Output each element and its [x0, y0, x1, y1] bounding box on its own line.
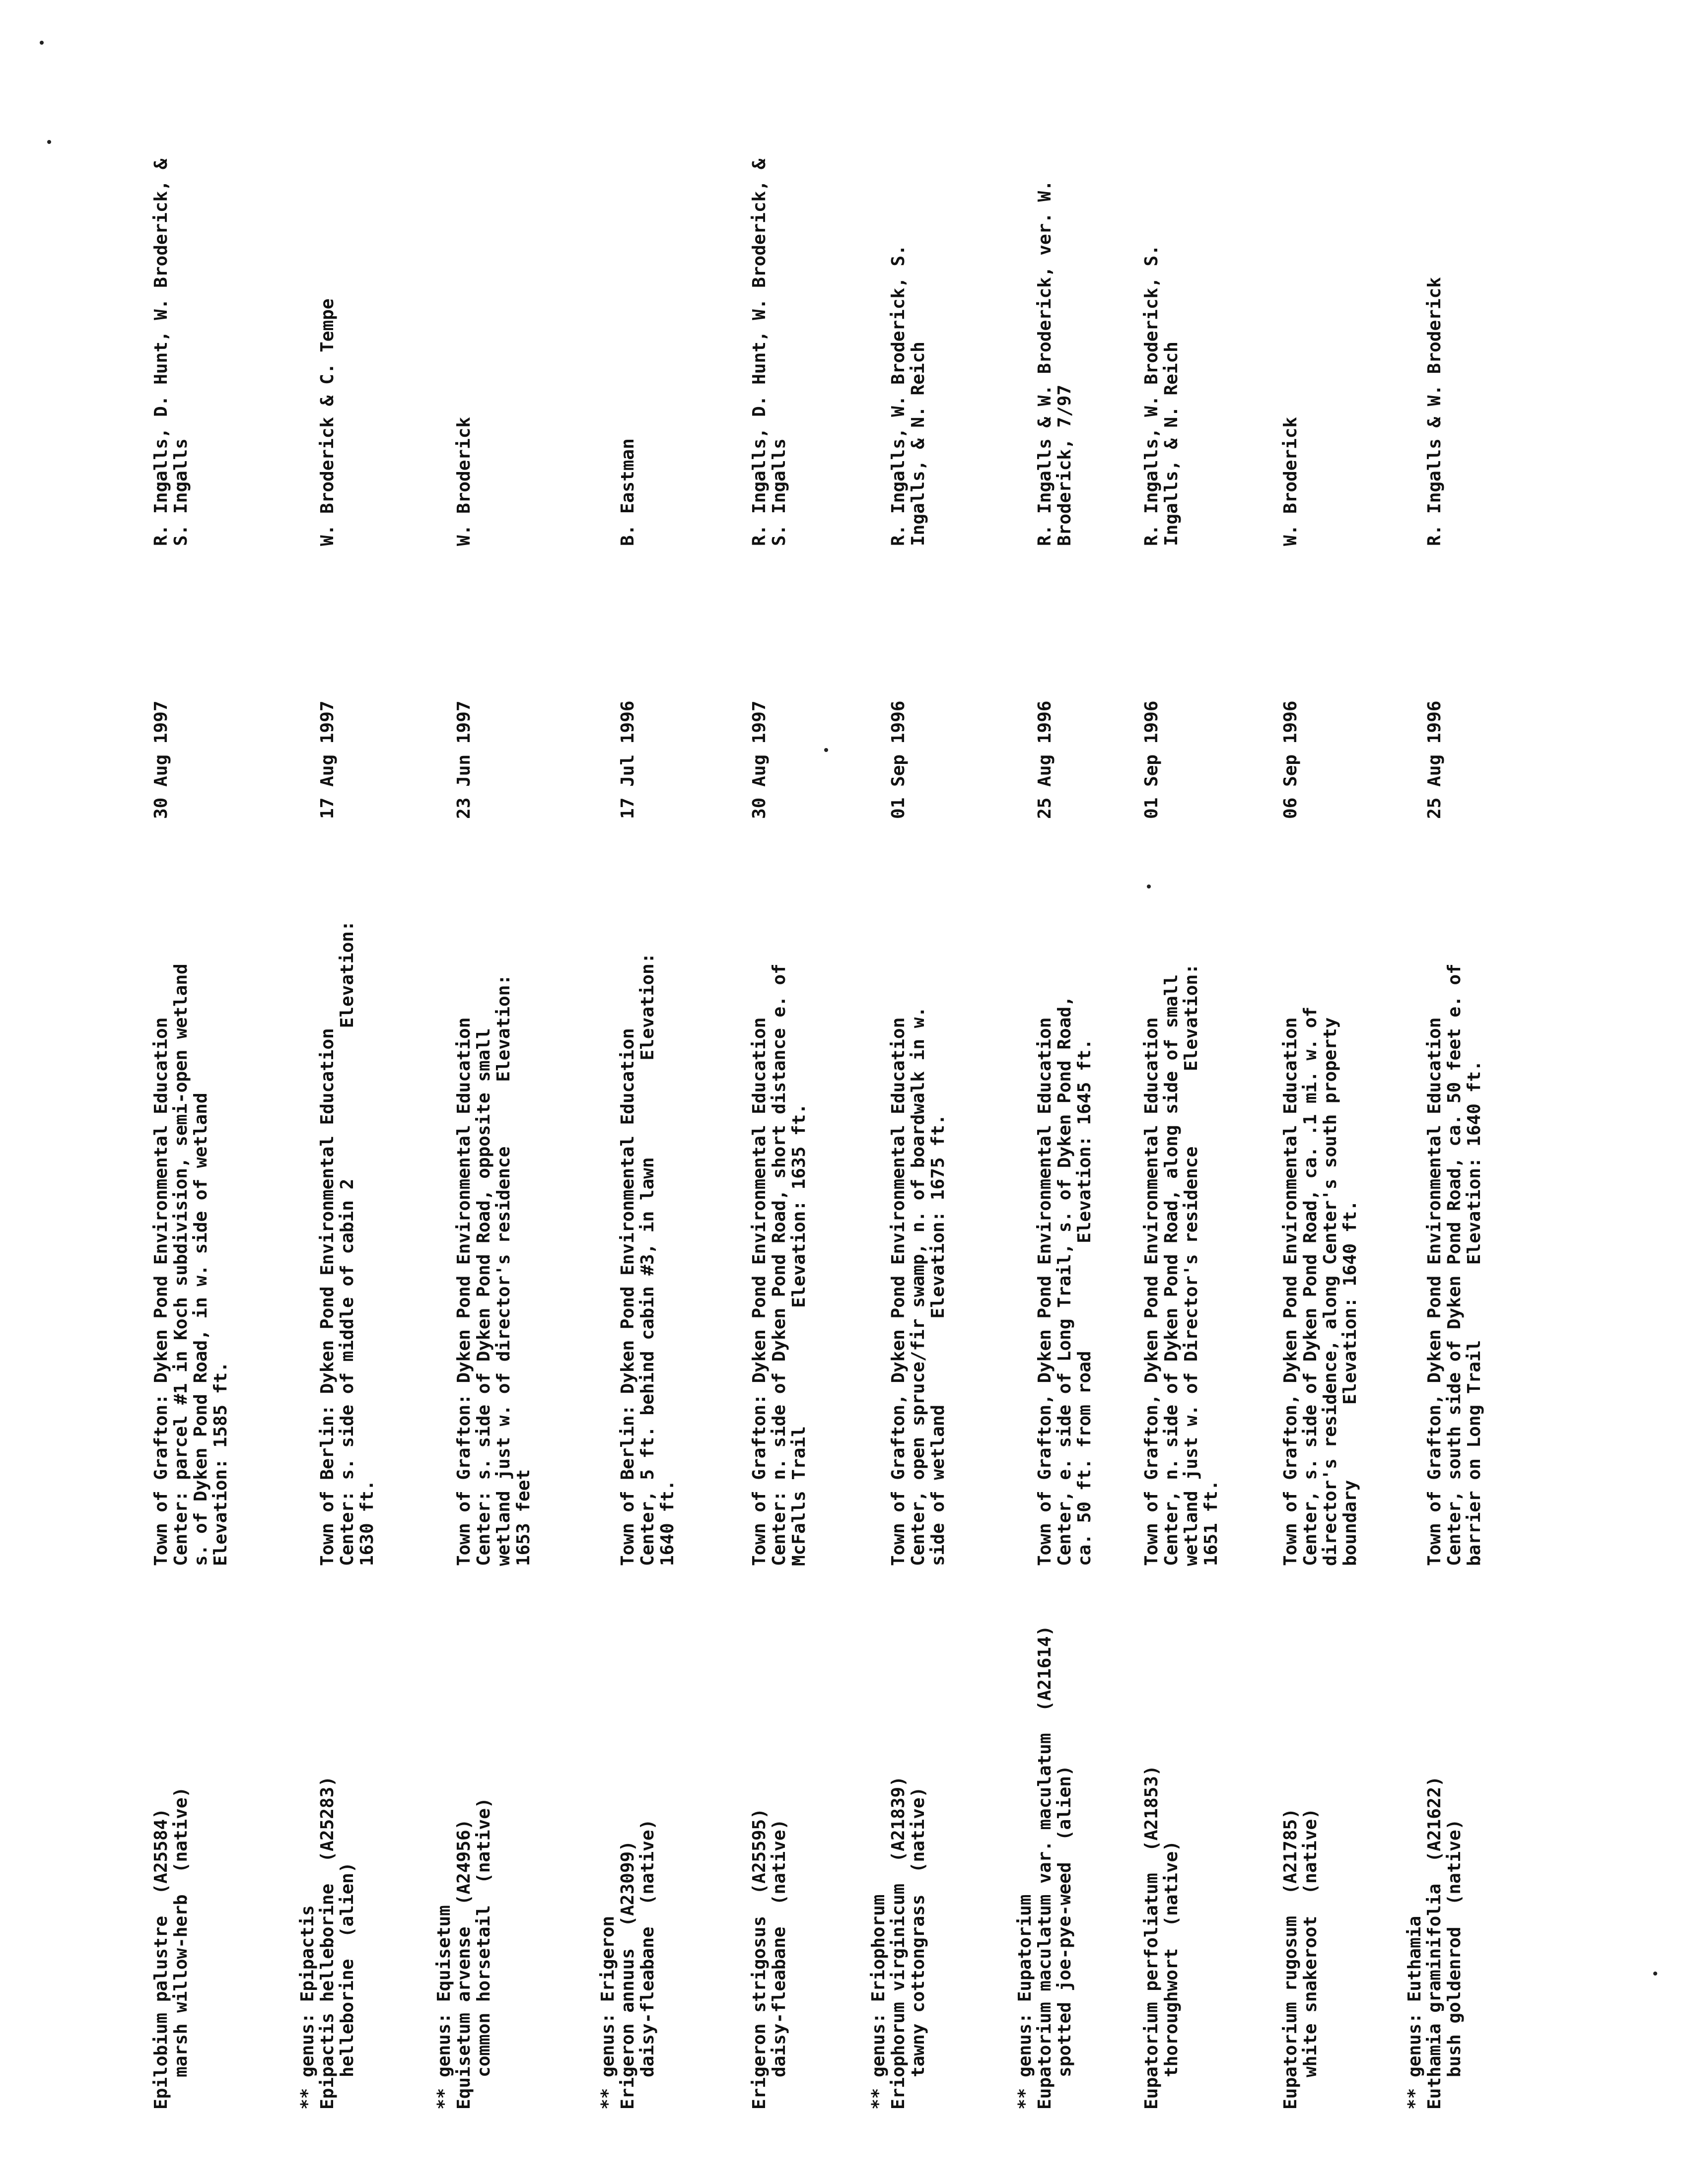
collection-date	[889, 620, 909, 819]
species-name: Eupatorium perfoliatum (A21853)	[1141, 1765, 1162, 2110]
species-name: Eupatorium maculatum var. maculatum (A21614)	[1035, 1625, 1055, 2110]
species-cell	[298, 1588, 357, 2110]
species-cell	[151, 1588, 191, 2110]
species-name: Euthamia graminifolia (A21622)	[1424, 1776, 1445, 2110]
collector-cell	[318, 25, 338, 546]
location-cell	[750, 812, 809, 1566]
common-name: tawny cottongrass (native)	[908, 1786, 928, 2110]
location-line: wetland just w. of Director's residence Elevation:	[1181, 963, 1201, 1566]
location-line: ca. 50 ft. from road Elevation: 1645 ft.	[1074, 1038, 1095, 1566]
collection-date	[1035, 620, 1055, 819]
collector-line: R. Ingalls, D. Hunt, W. Broderick, &	[749, 158, 770, 546]
collection-date	[750, 620, 770, 819]
scan-speck	[1147, 885, 1151, 888]
common-name: thoroughwort (native)	[1161, 1841, 1182, 2110]
location-line: Town of Grafton, Dyken Pond Environmental Education	[1424, 1017, 1445, 1566]
location-line: Town of Grafton: Dyken Pond Environmental Education	[454, 1017, 474, 1566]
collection-date	[151, 620, 171, 819]
collector-line: B. Eastman	[618, 438, 638, 546]
genus-heading: ** genus: Equisetum	[434, 1905, 454, 2110]
date-text: 30 Aug 1997	[151, 700, 171, 819]
genus-heading: ** genus: Euthamia	[1405, 1915, 1425, 2110]
collector-cell	[151, 25, 191, 546]
date-text: 17 Aug 1997	[317, 700, 338, 819]
location-line: McFalls Trail Elevation: 1635 ft.	[789, 1103, 809, 1566]
species-cell	[1405, 1588, 1465, 2110]
collection-date	[318, 620, 338, 819]
location-line: 1630 ft.	[357, 1480, 377, 1566]
date-text: 01 Sep 1996	[1141, 700, 1162, 819]
date-text: 30 Aug 1997	[749, 700, 770, 819]
species-cell	[1281, 1588, 1321, 2110]
collector-line: Ingalls, & N. Reich	[1161, 341, 1182, 546]
genus-heading: ** genus: Erigeron	[598, 1915, 618, 2110]
location-cell	[889, 812, 948, 1566]
date-text: 01 Sep 1996	[888, 700, 909, 819]
location-line: Town of Grafton, Dyken Pond Environmental Education	[888, 1017, 909, 1566]
location-line: barrier on Long Trail Elevation: 1640 ft.	[1464, 1060, 1484, 1566]
species-cell	[869, 1588, 928, 2110]
collector-line: W. Broderick	[1280, 416, 1301, 546]
date-text: 06 Sep 1996	[1280, 700, 1301, 819]
common-name: white snakeroot (native)	[1300, 1808, 1321, 2110]
species-name: Erigeron strigosus (A25595)	[749, 1808, 770, 2110]
location-line: 1640 ft.	[657, 1480, 678, 1566]
collector-line: W. Broderick	[454, 416, 474, 546]
location-line: boundary Elevation: 1640 ft.	[1340, 1200, 1360, 1566]
species-name: Epipactis helleborine (A25283)	[317, 1776, 338, 2110]
location-line: Town of Grafton, Dyken Pond Environmental Education	[1280, 1017, 1301, 1566]
location-line: director's residence, along Center's south property	[1320, 1017, 1340, 1566]
genus-heading: ** genus: Epipactis	[297, 1905, 318, 2110]
location-line: Center: parcel #1 in Koch subdivision, semi-open wetland	[171, 963, 191, 1566]
location-line: Center: n. side of Dyken Pond Road, short distance e. of	[769, 963, 789, 1566]
common-name: spotted joe-pye-weed (alien)	[1055, 1765, 1075, 2110]
date-text: 25 Aug 1996	[1035, 700, 1055, 819]
location-cell	[1035, 812, 1095, 1566]
location-cell	[1142, 812, 1221, 1566]
collector-cell	[750, 25, 789, 546]
location-line: Center: s. side of Dyken Pond Road, opposite small	[474, 1028, 494, 1566]
location-line: Town of Grafton: Dyken Pond Environmental Education	[151, 1017, 171, 1566]
scan-speck	[824, 748, 828, 752]
location-line: Town of Berlin: Dyken Pond Environmental Education	[618, 1028, 638, 1566]
collector-cell	[1425, 25, 1445, 546]
location-line: Center, s. side of Dyken Pond Road, ca. .1 mi. w. of	[1300, 1006, 1321, 1566]
collector-line: R. Ingalls & W. Broderick	[1424, 277, 1445, 546]
species-cell	[750, 1588, 789, 2110]
common-name: helleborine (alien)	[337, 1862, 357, 2110]
date-text: 23 Jun 1997	[454, 700, 474, 819]
species-name: Equisetum arvense (A24956)	[454, 1819, 474, 2110]
collection-date	[454, 620, 474, 819]
location-line: Town of Grafton, Dyken Pond Environmental Education	[1141, 1017, 1162, 1566]
collector-line: R. Ingalls, D. Hunt, W. Broderick, &	[151, 158, 171, 546]
location-cell	[454, 812, 534, 1566]
location-line: Center, n. side of Dyken Pond Road, along side of small	[1161, 974, 1182, 1566]
location-line: Center: s. side of middle of cabin 2 Elevation:	[337, 920, 357, 1566]
species-cell	[1142, 1588, 1182, 2110]
collector-line: Ingalls, & N. Reich	[908, 341, 928, 546]
scan-speck	[1653, 1972, 1657, 1976]
scan-speck	[47, 140, 51, 144]
location-cell	[1425, 812, 1484, 1566]
species-name: Epilobium palustre (A25584)	[151, 1808, 171, 2110]
scan-speck	[40, 41, 44, 45]
location-line: wetland just w. of director's residence Elevation:	[493, 974, 514, 1566]
genus-heading: ** genus: Eriophorum	[868, 1894, 889, 2110]
collector-cell	[1142, 25, 1182, 546]
collector-cell	[454, 25, 474, 546]
collector-cell	[1035, 25, 1075, 546]
location-line: Center, open spruce/fir swamp, n. of boardwalk in w.	[908, 1006, 928, 1566]
collector-line: Broderick, 7/97	[1055, 384, 1075, 546]
location-line: Center, e. side of Long Trail, s. of Dyken Pond Road,	[1055, 996, 1075, 1566]
species-cell	[434, 1588, 494, 2110]
location-cell	[318, 812, 377, 1566]
location-line: Elevation: 1585 ft.	[211, 1362, 231, 1566]
collector-line: S. Ingalls	[171, 438, 191, 546]
location-line: side of wetland Elevation: 1675 ft.	[928, 1114, 948, 1566]
date-text: 25 Aug 1996	[1424, 700, 1445, 819]
species-name: Eupatorium rugosum (A21785)	[1280, 1808, 1301, 2110]
location-line: 1651 ft.	[1201, 1480, 1221, 1566]
location-line: 1653 feet	[513, 1469, 534, 1566]
location-cell	[151, 812, 231, 1566]
species-cell	[1015, 1588, 1075, 2110]
collector-cell	[618, 25, 638, 546]
collector-cell	[1281, 25, 1301, 546]
location-line: Town of Grafton, Dyken Pond Environmental Education	[1035, 1017, 1055, 1566]
common-name: common horsetail (native)	[474, 1797, 494, 2110]
collector-line: R. Ingalls, W. Broderick, S.	[888, 245, 909, 546]
collection-date	[618, 620, 638, 819]
collector-line: R. Ingalls, W. Broderick, S.	[1141, 245, 1162, 546]
species-name: Eriophorum virginicum (A21839)	[888, 1776, 909, 2110]
collector-cell	[889, 25, 928, 546]
collection-date	[1425, 620, 1445, 819]
collector-line: S. Ingalls	[769, 438, 789, 546]
collector-line: W. Broderick & C. Tempe	[317, 298, 338, 546]
common-name: daisy-fleabane (native)	[637, 1819, 658, 2110]
common-name: bush goldenrod (native)	[1444, 1819, 1465, 2110]
location-cell	[1281, 812, 1360, 1566]
genus-heading: ** genus: Eupatorium	[1015, 1894, 1035, 2110]
collection-date	[1142, 620, 1162, 819]
collector-line: R. Ingalls & W. Broderick, ver. W.	[1035, 180, 1055, 546]
date-text: 17 Jul 1996	[618, 700, 638, 819]
collection-date	[1281, 620, 1301, 819]
common-name: daisy-fleabane (native)	[769, 1819, 789, 2110]
location-line: Town of Grafton: Dyken Pond Environmental Education	[749, 1017, 770, 1566]
common-name: marsh willow-herb (native)	[171, 1786, 191, 2110]
location-line: Town of Berlin: Dyken Pond Environmental Education	[317, 1028, 338, 1566]
location-line: s. of Dyken Pond Road, in w. side of wetland	[191, 1092, 211, 1566]
species-cell	[598, 1588, 658, 2110]
location-line: Center, 5 ft. behind cabin #3, in lawn Elevation:	[637, 953, 658, 1566]
location-line: Center, south side of Dyken Pond Road, ca. 50 feet e. of	[1444, 963, 1465, 1566]
location-cell	[618, 812, 678, 1566]
species-name: Erigeron annuus (A23099)	[618, 1841, 638, 2110]
